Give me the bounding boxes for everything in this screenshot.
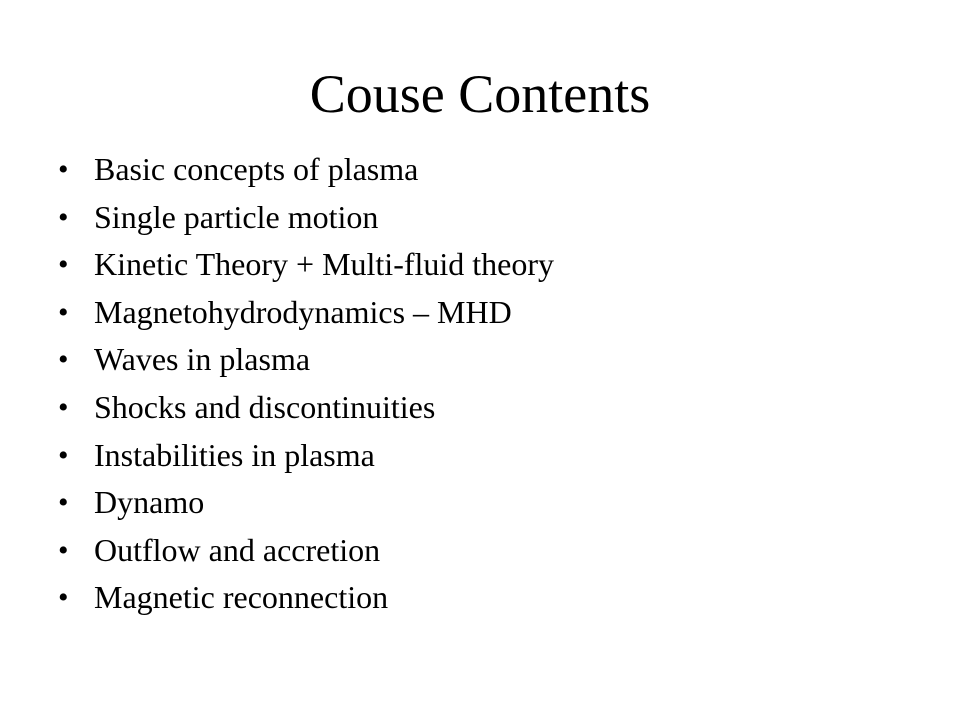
- bullet-icon: •: [58, 343, 69, 377]
- bullet-icon: •: [58, 390, 69, 424]
- bullet-icon: •: [58, 153, 69, 186]
- list-item-text: Single particle motion: [94, 198, 379, 235]
- list-item: [58, 289, 918, 337]
- list-item: [58, 384, 918, 432]
- bullet-icon: •: [58, 438, 69, 472]
- list-item-text: Magnetohydrodynamics – MHD: [94, 293, 512, 330]
- bullet-icon: •: [58, 200, 69, 234]
- list-item: [58, 194, 918, 242]
- list-item: [58, 336, 918, 384]
- list-item-text: Magnetic reconnection: [94, 579, 389, 616]
- bullet-icon: •: [58, 486, 69, 520]
- list-item-text: Shocks and discontinuities: [94, 388, 436, 425]
- list-item: [58, 479, 918, 527]
- bullet-icon: •: [58, 533, 69, 567]
- list-item-text: Basic concepts of plasma: [94, 151, 419, 187]
- list-item: [58, 527, 918, 575]
- list-item-text: Kinetic Theory + Multi-fluid theory: [94, 246, 555, 283]
- list-item-text: Waves in plasma: [94, 341, 311, 378]
- bullet-list: [58, 146, 918, 622]
- bullet-icon: •: [58, 581, 69, 615]
- list-item-text: Outflow and accretion: [94, 531, 381, 568]
- list-item: [58, 241, 918, 289]
- list-item-text: Dynamo: [94, 484, 205, 521]
- bullet-icon: •: [58, 248, 69, 282]
- list-item-text: Instabilities in plasma: [94, 436, 375, 473]
- list-item: [58, 432, 918, 480]
- list-item: [58, 146, 918, 194]
- list-item: [58, 574, 918, 622]
- slide-title: Couse Contents: [309, 64, 651, 124]
- bullet-icon: •: [58, 295, 69, 329]
